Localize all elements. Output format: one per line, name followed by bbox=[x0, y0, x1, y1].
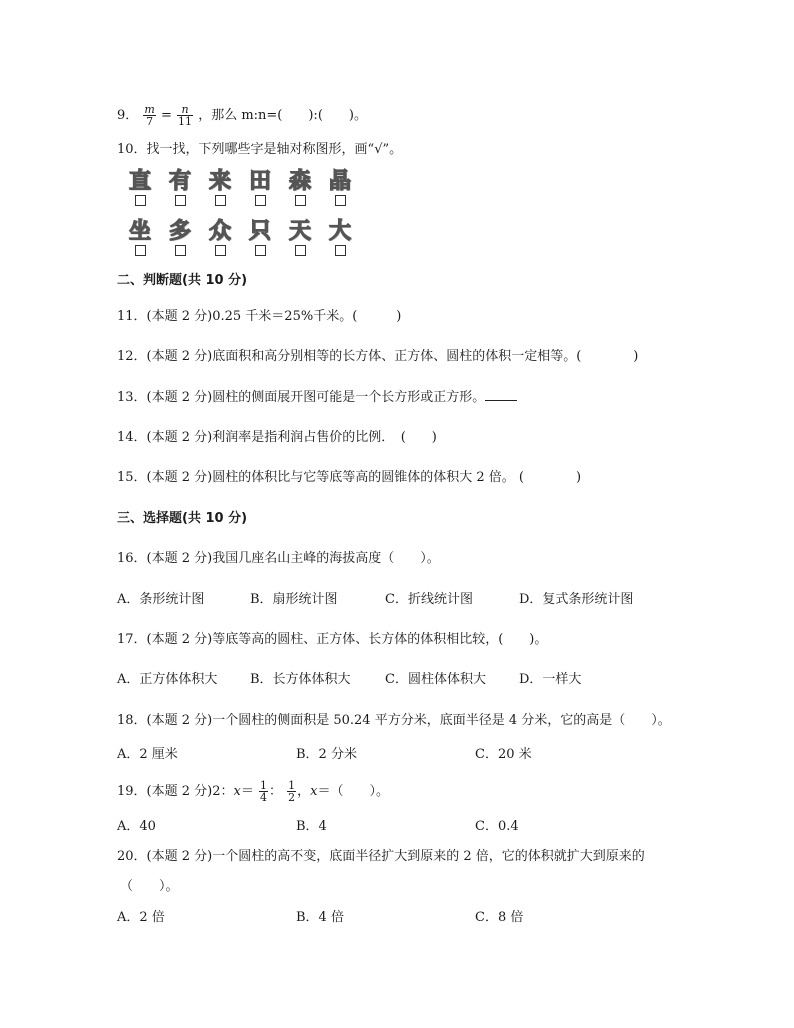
q9-equals: = bbox=[161, 108, 172, 123]
q17-option-d[interactable]: D．一样大 bbox=[519, 672, 582, 687]
question-14: 14．(本题 2 分)利润率是指利润占售价的比例． ( ) bbox=[117, 430, 437, 445]
q19-option-b[interactable]: B．4 bbox=[296, 819, 327, 834]
char-glyph: 只 bbox=[248, 219, 271, 244]
q9-fraction-n-over-11: $\frac{n}{11}$ bbox=[178, 103, 193, 128]
q16-option-d[interactable]: D．复式条形统计图 bbox=[519, 592, 634, 607]
char-row-1 bbox=[120, 170, 360, 206]
char-cell bbox=[280, 170, 320, 206]
char-cell bbox=[200, 170, 240, 206]
checkbox[interactable] bbox=[295, 245, 306, 256]
char-glyph: 森 bbox=[288, 169, 311, 194]
checkbox[interactable] bbox=[175, 245, 186, 256]
q9-fraction-m-over-7: $\frac{m}{7}$ bbox=[144, 103, 155, 128]
q18-option-b[interactable]: B．2 分米 bbox=[296, 747, 357, 762]
question-16: 16．(本题 2 分)我国几座名山主峰的海拔高度（ ）。 bbox=[117, 551, 440, 566]
q19-comma: ， bbox=[297, 784, 311, 799]
q9-number: 9． bbox=[117, 108, 139, 123]
q16-option-a[interactable]: A．条形统计图 bbox=[117, 592, 205, 607]
question-15: 15．(本题 2 分)圆柱的体积比与它等底等高的圆锥体的体积大 2 倍。 ( ) bbox=[117, 470, 582, 485]
char-glyph: 多 bbox=[168, 219, 191, 244]
q17-option-b[interactable]: B．长方体体积大 bbox=[250, 672, 351, 687]
q20-option-b[interactable]: B．4 倍 bbox=[296, 910, 344, 925]
char-cell bbox=[280, 220, 320, 256]
char-cell bbox=[320, 220, 360, 256]
q19-x-2: x bbox=[310, 784, 318, 799]
char-cell bbox=[160, 220, 200, 256]
checkbox[interactable] bbox=[175, 195, 186, 206]
char-cell bbox=[240, 170, 280, 206]
char-cell bbox=[320, 170, 360, 206]
checkbox[interactable] bbox=[215, 195, 226, 206]
q19-fraction-1-over-4: $\frac{1}{4}$ bbox=[260, 779, 267, 804]
char-glyph: 众 bbox=[208, 219, 231, 244]
char-glyph: 坐 bbox=[128, 219, 151, 244]
q20-option-c[interactable]: C．8 倍 bbox=[475, 910, 524, 925]
checkbox[interactable] bbox=[255, 195, 266, 206]
checkbox[interactable] bbox=[335, 245, 346, 256]
char-cell bbox=[160, 170, 200, 206]
q19-prefix: 19．(本题 2 分)2： bbox=[117, 784, 234, 799]
q20-option-a[interactable]: A．2 倍 bbox=[117, 910, 165, 925]
question-18: 18．(本题 2 分)一个圆柱的侧面积是 50.24 平方分米，底面半径是 4 分米，它的高是（ ）。 bbox=[117, 713, 671, 728]
char-glyph: 有 bbox=[168, 169, 191, 194]
char-glyph: 田 bbox=[248, 169, 271, 194]
char-cell bbox=[200, 220, 240, 256]
question-20: 20．(本题 2 分)一个圆柱的高不变，底面半径扩大到原来的 2 倍，它的体积就扩大到原来的 bbox=[117, 849, 645, 864]
answer-blank[interactable] bbox=[485, 388, 517, 401]
char-cell bbox=[240, 220, 280, 256]
char-glyph: 来 bbox=[208, 169, 231, 194]
q18-option-a[interactable]: A．2 厘米 bbox=[117, 747, 178, 762]
question-19 bbox=[117, 780, 389, 803]
char-cell bbox=[120, 220, 160, 256]
q19-x: x bbox=[233, 784, 241, 799]
char-row-2 bbox=[120, 220, 360, 256]
q18-option-c[interactable]: C．20 米 bbox=[475, 747, 532, 762]
section-2-heading: 二、判断题(共 10 分) bbox=[117, 273, 248, 288]
char-glyph: 天 bbox=[288, 219, 311, 244]
q13-text: 13．(本题 2 分)圆柱的侧面展开图可能是一个长方形或正方形。 bbox=[117, 390, 486, 405]
q19-option-c[interactable]: C．0.4 bbox=[475, 819, 519, 834]
q19-option-a[interactable]: A．40 bbox=[117, 819, 156, 834]
checkbox[interactable] bbox=[255, 245, 266, 256]
char-glyph: 晶 bbox=[328, 169, 351, 194]
q19-colon: ： bbox=[269, 784, 283, 799]
checkbox[interactable] bbox=[135, 195, 146, 206]
checkbox[interactable] bbox=[335, 195, 346, 206]
q9-text: ，那么 m:n=( ):( )。 bbox=[198, 108, 367, 123]
checkbox[interactable] bbox=[215, 245, 226, 256]
q19-fraction-1-over-2: $\frac{1}{2}$ bbox=[288, 779, 296, 804]
q17-option-a[interactable]: A．正方体体积大 bbox=[117, 672, 218, 687]
q17-option-c[interactable]: C．圆柱体体积大 bbox=[385, 672, 486, 687]
q19-equals: ＝ bbox=[240, 784, 254, 799]
section-3-heading: 三、选择题(共 10 分) bbox=[117, 511, 248, 526]
checkbox[interactable] bbox=[295, 195, 306, 206]
char-glyph: 直 bbox=[128, 169, 151, 194]
char-glyph: 大 bbox=[328, 219, 351, 244]
q16-option-b[interactable]: B．扇形统计图 bbox=[250, 592, 338, 607]
question-9 bbox=[117, 104, 367, 127]
question-10: 10．找一找，下列哪些字是轴对称图形，画“√”。 bbox=[117, 142, 403, 157]
question-12: 12．(本题 2 分)底面积和高分别相等的长方体、正方体、圆柱的体积一定相等。( ) bbox=[117, 349, 639, 364]
char-cell bbox=[120, 170, 160, 206]
question-20-cont: （ ）。 bbox=[120, 879, 179, 894]
question-11: 11．(本题 2 分)0.25 千米＝25%千米。( ) bbox=[117, 309, 402, 324]
checkbox[interactable] bbox=[135, 245, 146, 256]
question-17: 17．(本题 2 分)等底等高的圆柱、正方体、长方体的体积相比较，( )。 bbox=[117, 632, 548, 647]
q19-suffix: ＝（ ）。 bbox=[317, 784, 390, 799]
question-13 bbox=[117, 388, 517, 407]
q16-option-c[interactable]: C．折线统计图 bbox=[385, 592, 473, 607]
